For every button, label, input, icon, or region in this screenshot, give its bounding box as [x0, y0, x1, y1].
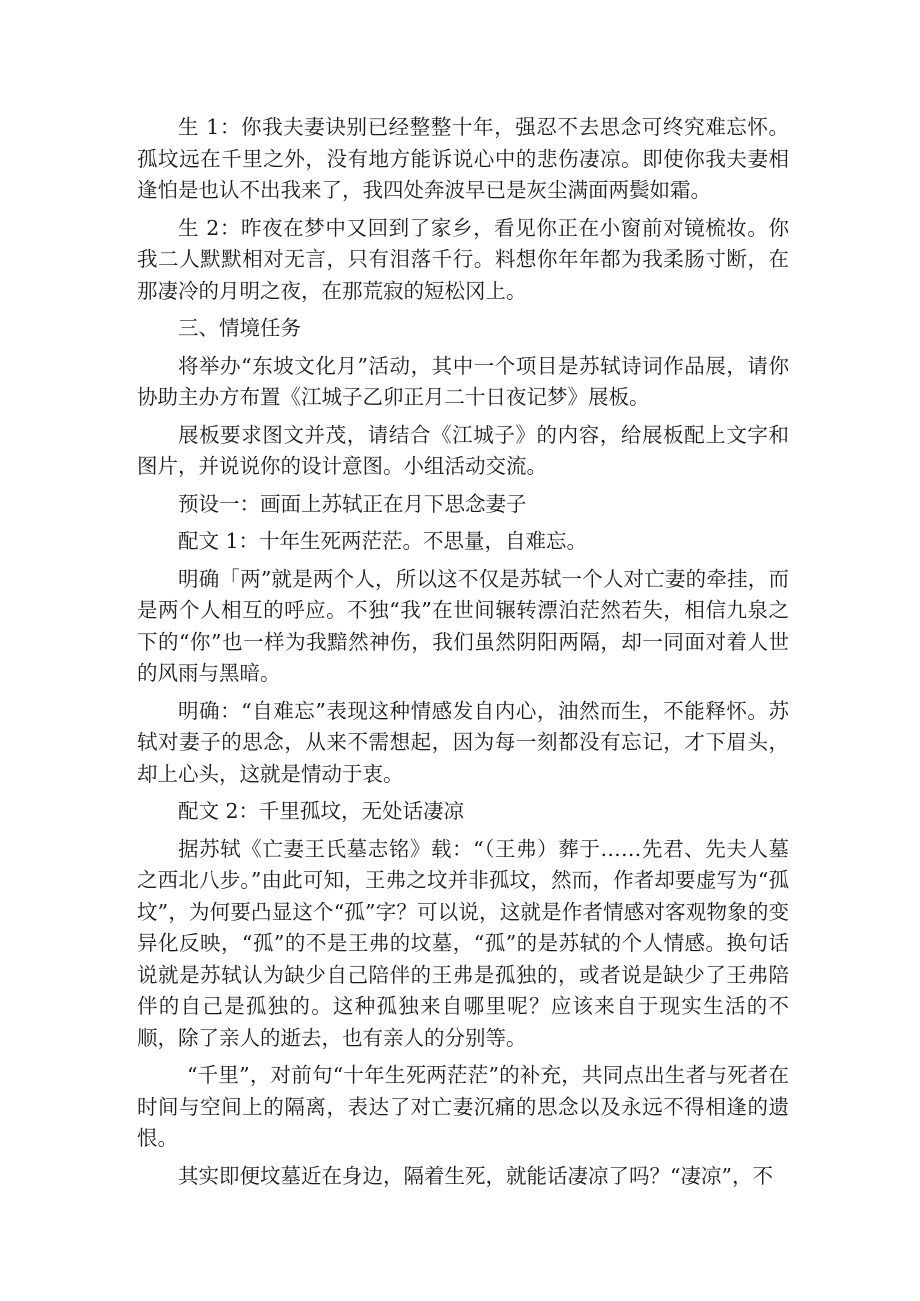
paragraph-student-2: 生 2：昨夜在梦中又回到了家乡，看见你正在小窗前对镜梳妆。你我二人默默相对无言，只有泪落千行。料想你年年都为我柔肠寸断，在那凄冷的月明之夜，在那荒寂的短松冈上。	[137, 215, 789, 303]
document-body	[137, 112, 789, 1198]
paragraph-task-intro: 将举办“东坡文化月”活动，其中一个项目是苏轼诗词作品展，请你协助主办方布置《江城子乙卯正月二十日夜记梦》展板。	[137, 353, 789, 409]
paragraph-student-1: 生 1：你我夫妻诀别已经整整十年，强忍不去思念可终究难忘怀。孤坟远在千里之外，没有地方能诉说心中的悲伤凄凉。即使你我夫妻相逢怕是也认不出我来了，我四处奔波早已是灰尘满面两鬓如霜。	[137, 115, 789, 202]
paragraph-epitaph-analysis: 据苏轼《亡妻王氏墓志铭》载：“（王弗）葬于……先君、先夫人墓之西北八步。”由此可知，王弗之坟并非孤坟，然而，作者却要虚写为“孤坟”，为何要凸显这个“孤”字？可以说，这就是作者情感对客观物象的变异化反映，“孤”的不是王弗的坟墓，“孤”的是苏轼的个人情感。换句话说就是苏轼认为缺少自己陪伴的王弗是孤独的，或者说是缺少了王弗陪伴的自己是孤独的。这种孤独来自哪里呢？应该来自于现实生活的不顺，除了亲人的逝去，也有亲人的分别等。	[137, 836, 789, 1050]
paragraph-qiliang-analysis: 其实即便坟墓近在身边，隔着生死，就能话凄凉了吗？“凄凉”，不	[178, 1163, 773, 1188]
paragraph-caption-1: 配文 1：十年生死两茫茫。不思量，自难忘。	[178, 529, 588, 553]
paragraph-preset-1: 预设一：画面上苏轼正在月下思念妻子	[178, 491, 527, 516]
paragraph-clarify-2: 明确：“自难忘”表现这种情感发自内心，油然而生，不能释怀。苏轼对妻子的思念，从来不需想起，因为每一刻都没有忘记，才下眉头，却上心头，这就是情动于衷。	[137, 698, 789, 786]
paragraph-clarify-1: 明确「两”就是两个人，所以这不仅是苏轼一个人对亡妻的牵挂，而是两个人相互的呼应。不独“我”在世间辗转漂泊茫然若失，相信九泉之下的“你”也一样为我黯然神伤，我们虽然阴阳两隔，却一同面对着人世的风雨与黑暗。	[137, 566, 789, 685]
section-heading-task: 三、情境任务	[178, 316, 301, 340]
paragraph-qianli-analysis: “千里”，对前句“十年生死两茫茫”的补充，共同点出生者与死者在时间与空间上的隔离，表达了对亡妻沉痛的思念以及永远不得相逢的遗恨。	[137, 1063, 789, 1150]
paragraph-task-requirement: 展板要求图文并茂，请结合《江城子》的内容，给展板配上文字和图片，并说说你的设计意图。小组活动交流。	[137, 422, 789, 478]
paragraph-caption-2: 配文 2：千里孤坟，无处话凄凉	[178, 799, 465, 823]
